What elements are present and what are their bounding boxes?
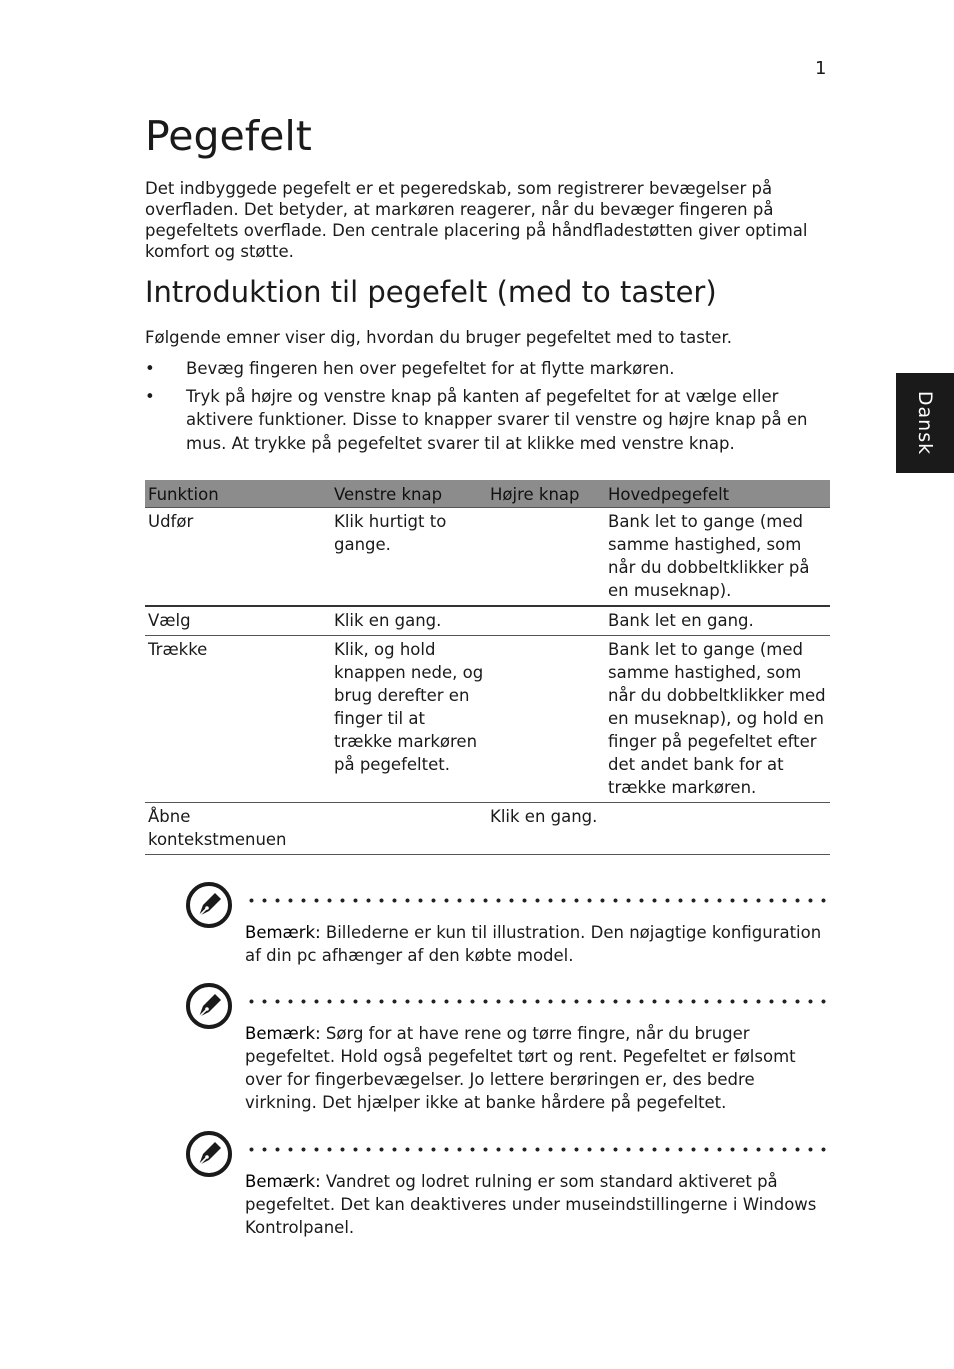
list-item — [145, 385, 830, 456]
table-cell: Udfør — [145, 508, 331, 607]
column-header-main-touchpad: Hovedpegefelt — [605, 480, 830, 508]
list-item-text: Tryk på højre og venstre knap på kanten af pegefeltet for at vælge eller aktivere funktioner. Disse to knapper svarer til venstre og højre knap på en mus. At trykke på pegefeltet svarer til at klikke med venstre knap. — [186, 386, 808, 453]
dotted-divider — [245, 999, 830, 1004]
table-row — [145, 636, 830, 803]
note-pen-icon — [185, 982, 233, 1030]
table-row — [145, 606, 830, 636]
note-label: Bemærk: — [245, 1024, 321, 1043]
table-cell: Klik, og hold knappen nede, og brug derefter en finger til at trække markøren på pegefeltet. — [331, 636, 487, 803]
intro-paragraph: Det indbyggede pegefelt er et pegeredskab, som registrerer bevægelser på overfladen. Det betyder, at markøren reagerer, når du bevæger fingeren på pegefeltets overflade. Den centrale placering på håndfladestøtten giver optimal komfort og støtte. — [145, 179, 808, 261]
table-cell: Åbne kontekstmenuen — [145, 803, 331, 855]
function-table — [145, 480, 830, 855]
list-item-text: Bevæg fingeren hen over pegefeltet for at flytte markøren. — [186, 359, 675, 378]
bullet-icon: • — [145, 386, 155, 406]
list-item — [145, 357, 830, 381]
column-header-left-button: Venstre knap — [331, 480, 487, 508]
table-cell — [605, 803, 830, 855]
table-cell: Klik en gang. — [331, 606, 487, 636]
note-label: Bemærk: — [245, 1172, 321, 1191]
dotted-divider — [245, 1147, 830, 1152]
page-title: Pegefelt — [145, 112, 312, 160]
table-cell: Vælg — [145, 606, 331, 636]
table-row — [145, 803, 830, 855]
table-cell — [331, 803, 487, 855]
language-tab — [896, 373, 954, 473]
table-row — [145, 508, 830, 607]
table-cell: Bank let en gang. — [605, 606, 830, 636]
note-text — [245, 1022, 830, 1114]
table-cell — [487, 508, 605, 607]
table-cell — [487, 606, 605, 636]
note-label: Bemærk: — [245, 923, 321, 942]
note-pen-icon — [185, 1130, 233, 1178]
table-header-row — [145, 480, 830, 508]
table-cell: Trække — [145, 636, 331, 803]
page-number: 1 — [815, 58, 827, 79]
note-body: Vandret og lodret rulning er som standard aktiveret på pegefeltet. Det kan deaktiveres under museindstillingerne i Windows Kontrolpanel. — [245, 1172, 817, 1237]
bullet-icon: • — [145, 359, 155, 378]
bullet-list — [145, 357, 830, 459]
note-body: Sørg for at have rene og tørre fingre, når du bruger pegefeltet. Hold også pegefeltet tørt og rent. Pegefeltet er følsomt over for fingerbevægelser. Jo lettere berøringen er, des bedre virkning. Det hjælper ikke at banke hårdere på pegefeltet. — [245, 1024, 796, 1112]
note-text — [245, 921, 830, 967]
note-text — [245, 1170, 830, 1239]
column-header-function: Funktion — [145, 480, 331, 508]
table-cell: Bank let to gange (med samme hastighed, som når du dobbeltklikker med en museknap), og hold en finger på pegefeltet efter det andet bank for at trække markøren. — [605, 636, 830, 803]
column-header-right-button: Højre knap — [487, 480, 605, 508]
table-cell: Klik en gang. — [487, 803, 605, 855]
section-title: Introduktion til pegefelt (med to taster) — [145, 275, 717, 309]
note-pen-icon — [185, 881, 233, 929]
table-cell: Bank let to gange (med samme hastighed, som når du dobbeltklikker på en museknap). — [605, 508, 830, 607]
language-tab-label: Dansk — [914, 390, 936, 456]
lead-paragraph: Følgende emner viser dig, hvordan du bruger pegefeltet med to taster. — [145, 328, 732, 347]
dotted-divider — [245, 898, 830, 903]
note-body: Billederne er kun til illustration. Den nøjagtige konfiguration af din pc afhænger af den købte model. — [245, 923, 822, 965]
table-cell: Klik hurtigt to gange. — [331, 508, 487, 607]
table-cell — [487, 636, 605, 803]
